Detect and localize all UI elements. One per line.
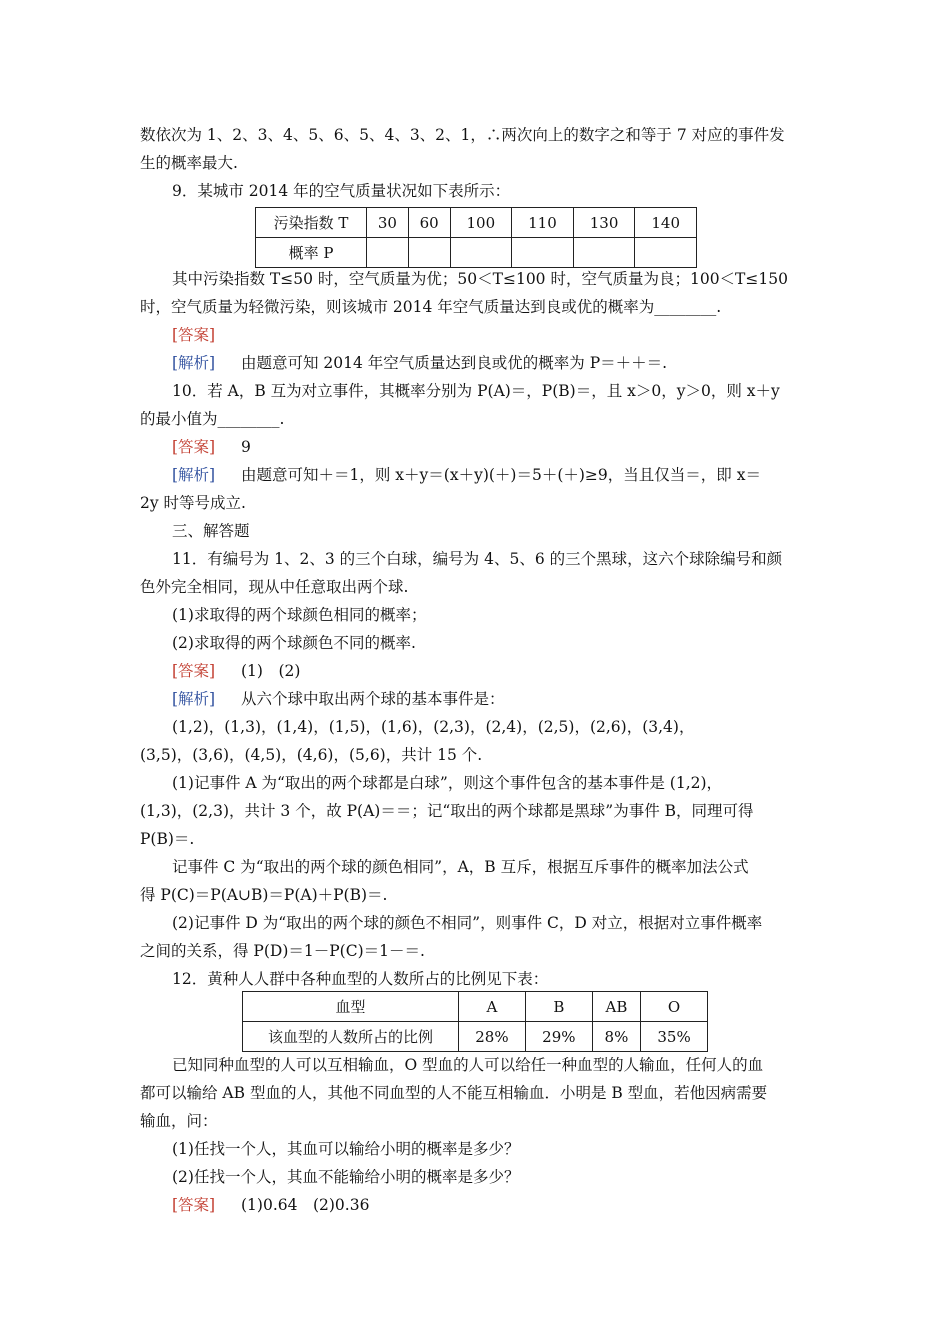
table-cell xyxy=(573,238,635,268)
table-cell: 35% xyxy=(641,1022,708,1052)
text-line: (1)记事件 A 为“取出的两个球都是白球”，则这个事件包含的基本事件是 (1,2)， xyxy=(172,774,723,792)
text-line: (2)记事件 D 为“取出的两个球的颜色不相同”，则事件 C，D 对立，根据对立事件概率 xyxy=(172,914,763,932)
text-line: 输血，问： xyxy=(140,1112,218,1130)
table-cell: 140 xyxy=(635,208,697,238)
analysis-tag: [解析] xyxy=(172,354,216,372)
text-line: 的最小值为________. xyxy=(140,410,285,428)
answer-tag: [答案] xyxy=(172,438,216,456)
table-cell: 60 xyxy=(408,208,450,238)
text-line: 记事件 C 为“取出的两个球的颜色相同”，A，B 互斥，根据互斥事件的概率加法公式 xyxy=(172,858,749,876)
answer-text: (1)0.64 (2)0.36 xyxy=(241,1196,370,1214)
analysis-text: 从六个球中取出两个球的基本事件是： xyxy=(241,690,505,708)
text-line: 都可以输给 AB 型血的人，其他不同血型的人不能互相输血．小明是 B 型血，若他因病需要 xyxy=(140,1084,768,1102)
pollution-table xyxy=(255,207,697,268)
text-line: 生的概率最大. xyxy=(140,154,238,172)
table-cell: AB xyxy=(592,992,640,1022)
analysis-text: 由题意可知＋＝1，则 x＋y＝(x＋y)(＋)＝5＋(＋)≥9，当且仅当＝，即 x＝ xyxy=(241,466,761,484)
table-cell: 28% xyxy=(459,1022,526,1052)
analysis-tag: [解析] xyxy=(172,466,216,484)
table-cell: 29% xyxy=(525,1022,592,1052)
text-line: 时，空气质量为轻微污染，则该城市 2014 年空气质量达到良或优的概率为________. xyxy=(140,298,722,316)
answer-tag: [答案] xyxy=(172,326,216,344)
question-10: 10．若 A，B 互为对立事件，其概率分别为 P(A)＝，P(B)＝，且 x＞0，y＞0，则 x＋y xyxy=(172,382,780,400)
text-line: (2)任找一个人，其血不能输给小明的概率是多少？ xyxy=(172,1168,520,1186)
table-row xyxy=(256,208,697,238)
text-line: P(B)＝. xyxy=(140,830,195,848)
table-row xyxy=(256,238,697,268)
answer-text: 9 xyxy=(241,438,251,456)
table-cell xyxy=(450,238,512,268)
text-line: 色外完全相同，现从中任意取出两个球. xyxy=(140,578,409,596)
analysis-tag: [解析] xyxy=(172,690,216,708)
blood-type-table xyxy=(242,991,708,1052)
text-line: (1)求取得的两个球颜色相同的概率； xyxy=(172,606,427,624)
section-heading: 三、解答题 xyxy=(172,522,250,540)
table-cell: 8% xyxy=(592,1022,640,1052)
text-line: 2y 时等号成立. xyxy=(140,494,246,512)
table-header-cell: 血型 xyxy=(243,992,459,1022)
table-cell: 100 xyxy=(450,208,512,238)
table-row xyxy=(243,1022,708,1052)
text-line: 之间的关系，得 P(D)＝1－P(C)＝1－＝. xyxy=(140,942,425,960)
text-line: 已知同种血型的人可以互相输血，O 型血的人可以给任一种血型的人输血，任何人的血 xyxy=(172,1056,764,1074)
text-line: 数依次为 1、2、3、4、5、6、5、4、3、2、1，∴两次向上的数字之和等于 7 对应的事件发 xyxy=(140,126,785,144)
table-cell xyxy=(512,238,574,268)
table-row xyxy=(243,992,708,1022)
table-cell: O xyxy=(641,992,708,1022)
table-cell xyxy=(367,238,409,268)
question-12: 12．黄种人人群中各种血型的人数所占的比例见下表： xyxy=(172,970,549,988)
answer-tag: [答案] xyxy=(172,662,216,680)
table-header-cell: 概率 P xyxy=(256,238,367,268)
answer-tag: [答案] xyxy=(172,1196,216,1214)
table-cell: A xyxy=(459,992,526,1022)
text-line: (1,2)，(1,3)，(1,4)，(1,5)，(1,6)，(2,3)，(2,4)，(2,5)，(2,6)，(3,4)， xyxy=(172,718,695,736)
analysis-text: 由题意可知 2014 年空气质量达到良或优的概率为 P＝＋＋＝. xyxy=(241,354,668,372)
table-cell: B xyxy=(525,992,592,1022)
text-line: (1,3)，(2,3)，共计 3 个，故 P(A)＝＝；记“取出的两个球都是黑球”为事件 B，同理可得 xyxy=(140,802,754,820)
table-header-cell: 该血型的人数所占的比例 xyxy=(243,1022,459,1052)
text-line: (1)任找一个人，其血可以输给小明的概率是多少？ xyxy=(172,1140,520,1158)
text-line: 得 P(C)＝P(A∪B)＝P(A)＋P(B)＝. xyxy=(140,886,388,904)
table-cell: 30 xyxy=(367,208,409,238)
table-cell xyxy=(635,238,697,268)
answer-text: (1) (2) xyxy=(241,662,301,680)
table-cell xyxy=(408,238,450,268)
question-11: 11．有编号为 1、2、3 的三个白球，编号为 4、5、6 的三个黑球，这六个球除编号和颜 xyxy=(172,550,783,568)
text-line: 其中污染指数 T≤50 时，空气质量为优；50＜T≤100 时，空气质量为良；100＜T≤150 xyxy=(172,270,788,288)
table-cell: 110 xyxy=(512,208,574,238)
table-header-cell: 污染指数 T xyxy=(256,208,367,238)
question-9: 9．某城市 2014 年的空气质量状况如下表所示： xyxy=(172,182,511,200)
table-cell: 130 xyxy=(573,208,635,238)
text-line: (3,5)，(3,6)，(4,5)，(4,6)，(5,6)，共计 15 个. xyxy=(140,746,483,764)
text-line: (2)求取得的两个球颜色不同的概率. xyxy=(172,634,416,652)
